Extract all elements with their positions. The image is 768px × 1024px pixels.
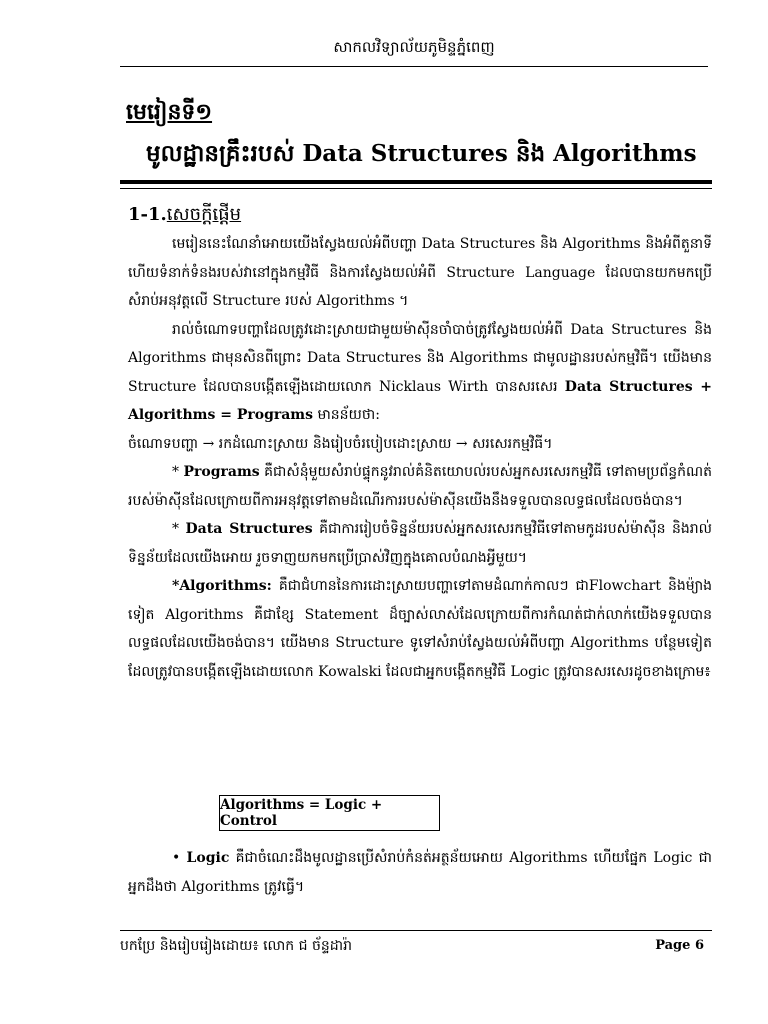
programs-formula: Data Structures + Algorithms = Programs (128, 378, 712, 423)
logic-bullet: • (172, 850, 187, 866)
formula-box: Algorithms = Logic + Control (219, 795, 440, 831)
page-header: សាកលវិទ្យាល័យភូមិន្ទភ្នំពេញ (333, 38, 495, 56)
paragraph-process: ចំណោទបញ្ហា → រកដំណោះស្រាយ និងរៀបចំរបៀបដោះស្រាយ → សរសេរកម្មវិធី។ (128, 435, 553, 452)
section-number: 1-1. (128, 204, 167, 225)
page-number: Page 6 (655, 938, 704, 953)
body-text-continued (128, 844, 712, 901)
paragraph-logic (128, 844, 712, 901)
paragraph-wirth (128, 316, 712, 430)
header-divider (120, 66, 708, 67)
programs-definition: គឺជាសំនុំមួយសំរាប់ផ្ទុកនូវរាល់គំនិតយោបល់របស់អ្នកសរសេរកម្មវិធី ទៅតាមប្រព័ន្ធកំណត់របស់ម៉ាស៊ីនដែលក្រោយពីការអនុវត្តទៅតាមដំណើរការរបស់ម៉ាស៊ីនយើងនឹងទទួលបានលទ្ធផលដែលចង់បាន។ (128, 464, 713, 509)
algorithms-term: *Algorithms: (172, 578, 272, 594)
logic-definition: គឺជាចំណេះដឹងមូលដ្ឋានប្រើសំរាប់កំនត់អត្ថន័យអោយ Algorithms ហើយផ្នែក Logic ជាអ្នកដឹងថា Algorithms ត្រូវធ្វើ។ (128, 850, 712, 895)
logic-term: Logic (186, 850, 230, 866)
data-structures-star: * (172, 521, 186, 537)
lesson-number: មេរៀនទី១ (126, 99, 213, 125)
data-structures-definition: គឺជាការរៀបចំទិន្នន័យរបស់អ្នកសរសេរកម្មវិធីទៅតាមកូដរបស់ម៉ាស៊ីន និងរាល់ទិន្នន័យដែលយើងអោយ រួចទាញយកមកប្រើប្រាស់វិញក្នុងគោលបំណងអ្វីមួយ។ (128, 521, 712, 566)
body-text (128, 230, 712, 686)
paragraph-data-structures (128, 515, 712, 572)
section-label: សេចក្ដីផ្ដើម (166, 204, 242, 225)
programs-term: Programs (183, 464, 260, 480)
paragraph-intro: មេរៀននេះណែនាំអោយយើងស្វែងយល់អំពីបញ្ហា Data Structures និង Algorithms និងអំពីតួនាទី ហើយទំនាក់ទំនងរបស់វានៅក្នុងកម្មវិធី និងការស្វែងយល់អំពី Structure Language ដែលបានយកមកប្រើសំរាប់អនុវត្តលើ Structure របស់ Algorithms ។ (128, 236, 712, 309)
lesson-title: មូលដ្ឋានគ្រឹះរបស់ Data Structures និង Algorithms (146, 140, 697, 167)
paragraph-algorithms (128, 572, 712, 686)
paragraph-programs (128, 458, 712, 515)
algorithms-definition: គឺជាជំហាននៃការដោះស្រាយបញ្ហាទៅតាមដំណាក់កាលៗ ជាFlowchart និងម៉្យាងទៀត Algorithms គឺជាខ្សែ Statement ដ៏ច្បាស់លាស់ដែលក្រោយពីការកំណត់ជាក់លាក់យើងទទួលបានលទ្ធផលដែលយើងចង់បាន។ យើងមាន Structure ទូទៅសំរាប់ស្វែងយល់អំពីបញ្ហា Algorithms បន្ថែមទៀតដែលត្រូវបានបង្កើតឡើងដោយលោក Kowalski ដែលជាអ្នកបង្កើតកម្មវិធី Logic ត្រូវបានសរសេរដូចខាងក្រោម៖ (128, 578, 712, 680)
paragraph-wirth-end: មានន័យថា: (317, 407, 380, 423)
footer-credit: បកប្រែ និងរៀបរៀងដោយ៖ លោក ជ ច័ន្ទដារ៉ា (120, 938, 352, 954)
title-divider-thick (120, 180, 712, 184)
footer-divider (120, 930, 712, 931)
section-heading (128, 202, 241, 229)
paragraph-wirth-text: រាល់ចំណោទបញ្ហាដែលត្រូវដោះស្រាយជាមួយម៉ាស៊ីនចាំបាច់ត្រូវស្វែងយល់អំពី Data Structures និង Algorithms ជាមុនសិនពីព្រោះ Data Structures និង Algorithms ជាមូលដ្ឋានរបស់កម្មវិធី។ យើងមាន Structure ដែលបានបង្កើតឡើងដោយលោក Nicklaus Wirth បានសរសេរ (128, 321, 712, 395)
programs-star: * (172, 464, 184, 480)
data-structures-term: Data Structures (185, 521, 313, 537)
title-divider-thin (120, 188, 712, 189)
